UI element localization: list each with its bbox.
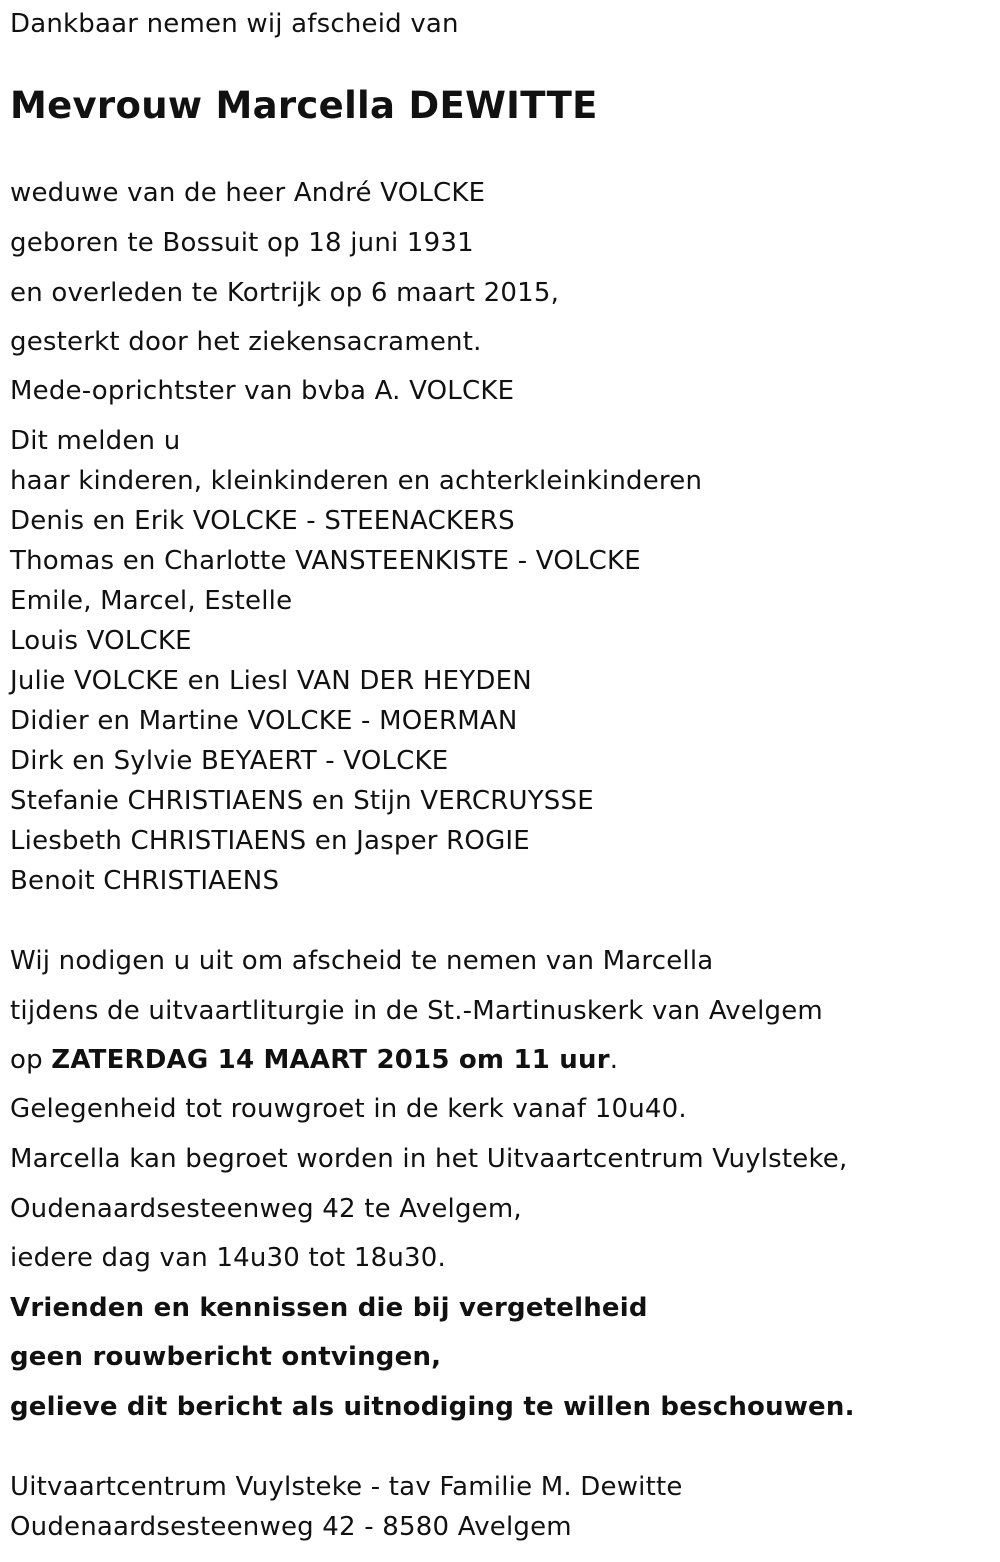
date-suffix: . xyxy=(609,1045,619,1075)
family-member: Emile, Marcel, Estelle xyxy=(10,586,293,616)
address-line: Uitvaartcentrum Vuylsteke - tav Familie M. Dewitte xyxy=(10,1472,683,1502)
family-member: Thomas en Charlotte VANSTEENKISTE - VOLCKE xyxy=(10,546,641,576)
address-line: Oudenaardsesteenweg 42 - 8580 Avelgem xyxy=(10,1512,572,1542)
family-member: Didier en Martine VOLCKE - MOERMAN xyxy=(10,706,518,736)
funeral-liturgy: tijdens de uitvaartliturgie in de St.-Martinuskerk van Avelgem xyxy=(10,996,823,1026)
funeral-date: ZATERDAG 14 MAART 2015 om 11 uur xyxy=(51,1045,610,1075)
family-member: Louis VOLCKE xyxy=(10,626,192,656)
date-prefix: op xyxy=(10,1045,52,1075)
family-member: Benoit CHRISTIAENS xyxy=(10,866,280,896)
visit-info: Oudenaardsesteenweg 42 te Avelgem, xyxy=(10,1194,522,1224)
family-member: Stefanie CHRISTIAENS en Stijn VERCRUYSSE xyxy=(10,786,594,816)
family-group: haar kinderen, kleinkinderen en achterkleinkinderen xyxy=(10,466,703,496)
detail-line: weduwe van de heer André VOLCKE xyxy=(10,178,486,208)
intro-text: Dankbaar nemen wij afscheid van xyxy=(10,9,459,39)
notice-line: Vrienden en kennissen die bij vergetelheid xyxy=(10,1293,648,1323)
family-member: Liesbeth CHRISTIAENS en Jasper ROGIE xyxy=(10,826,530,856)
notice-line: gelieve dit bericht als uitnodiging te willen beschouwen. xyxy=(10,1392,855,1422)
detail-line: en overleden te Kortrijk op 6 maart 2015, xyxy=(10,278,560,308)
family-member: Denis en Erik VOLCKE - STEENACKERS xyxy=(10,506,515,536)
deceased-name: Mevrouw Marcella DEWITTE xyxy=(10,84,598,127)
notice-line: geen rouwbericht ontvingen, xyxy=(10,1342,442,1372)
funeral-date-line xyxy=(10,1044,618,1076)
condolence-info: Gelegenheid tot rouwgroet in de kerk vanaf 10u40. xyxy=(10,1094,687,1124)
funeral-invite: Wij nodigen u uit om afscheid te nemen van Marcella xyxy=(10,946,714,976)
visit-info: Marcella kan begroet worden in het Uitvaartcentrum Vuylsteke, xyxy=(10,1144,848,1174)
detail-line: Mede-oprichtster van bvba A. VOLCKE xyxy=(10,376,515,406)
family-member: Dirk en Sylvie BEYAERT - VOLCKE xyxy=(10,746,449,776)
family-intro: Dit melden u xyxy=(10,426,181,456)
visit-info: iedere dag van 14u30 tot 18u30. xyxy=(10,1243,446,1273)
family-member: Julie VOLCKE en Liesl VAN DER HEYDEN xyxy=(10,666,532,696)
detail-line: geboren te Bossuit op 18 juni 1931 xyxy=(10,228,474,258)
detail-line: gesterkt door het ziekensacrament. xyxy=(10,327,482,357)
